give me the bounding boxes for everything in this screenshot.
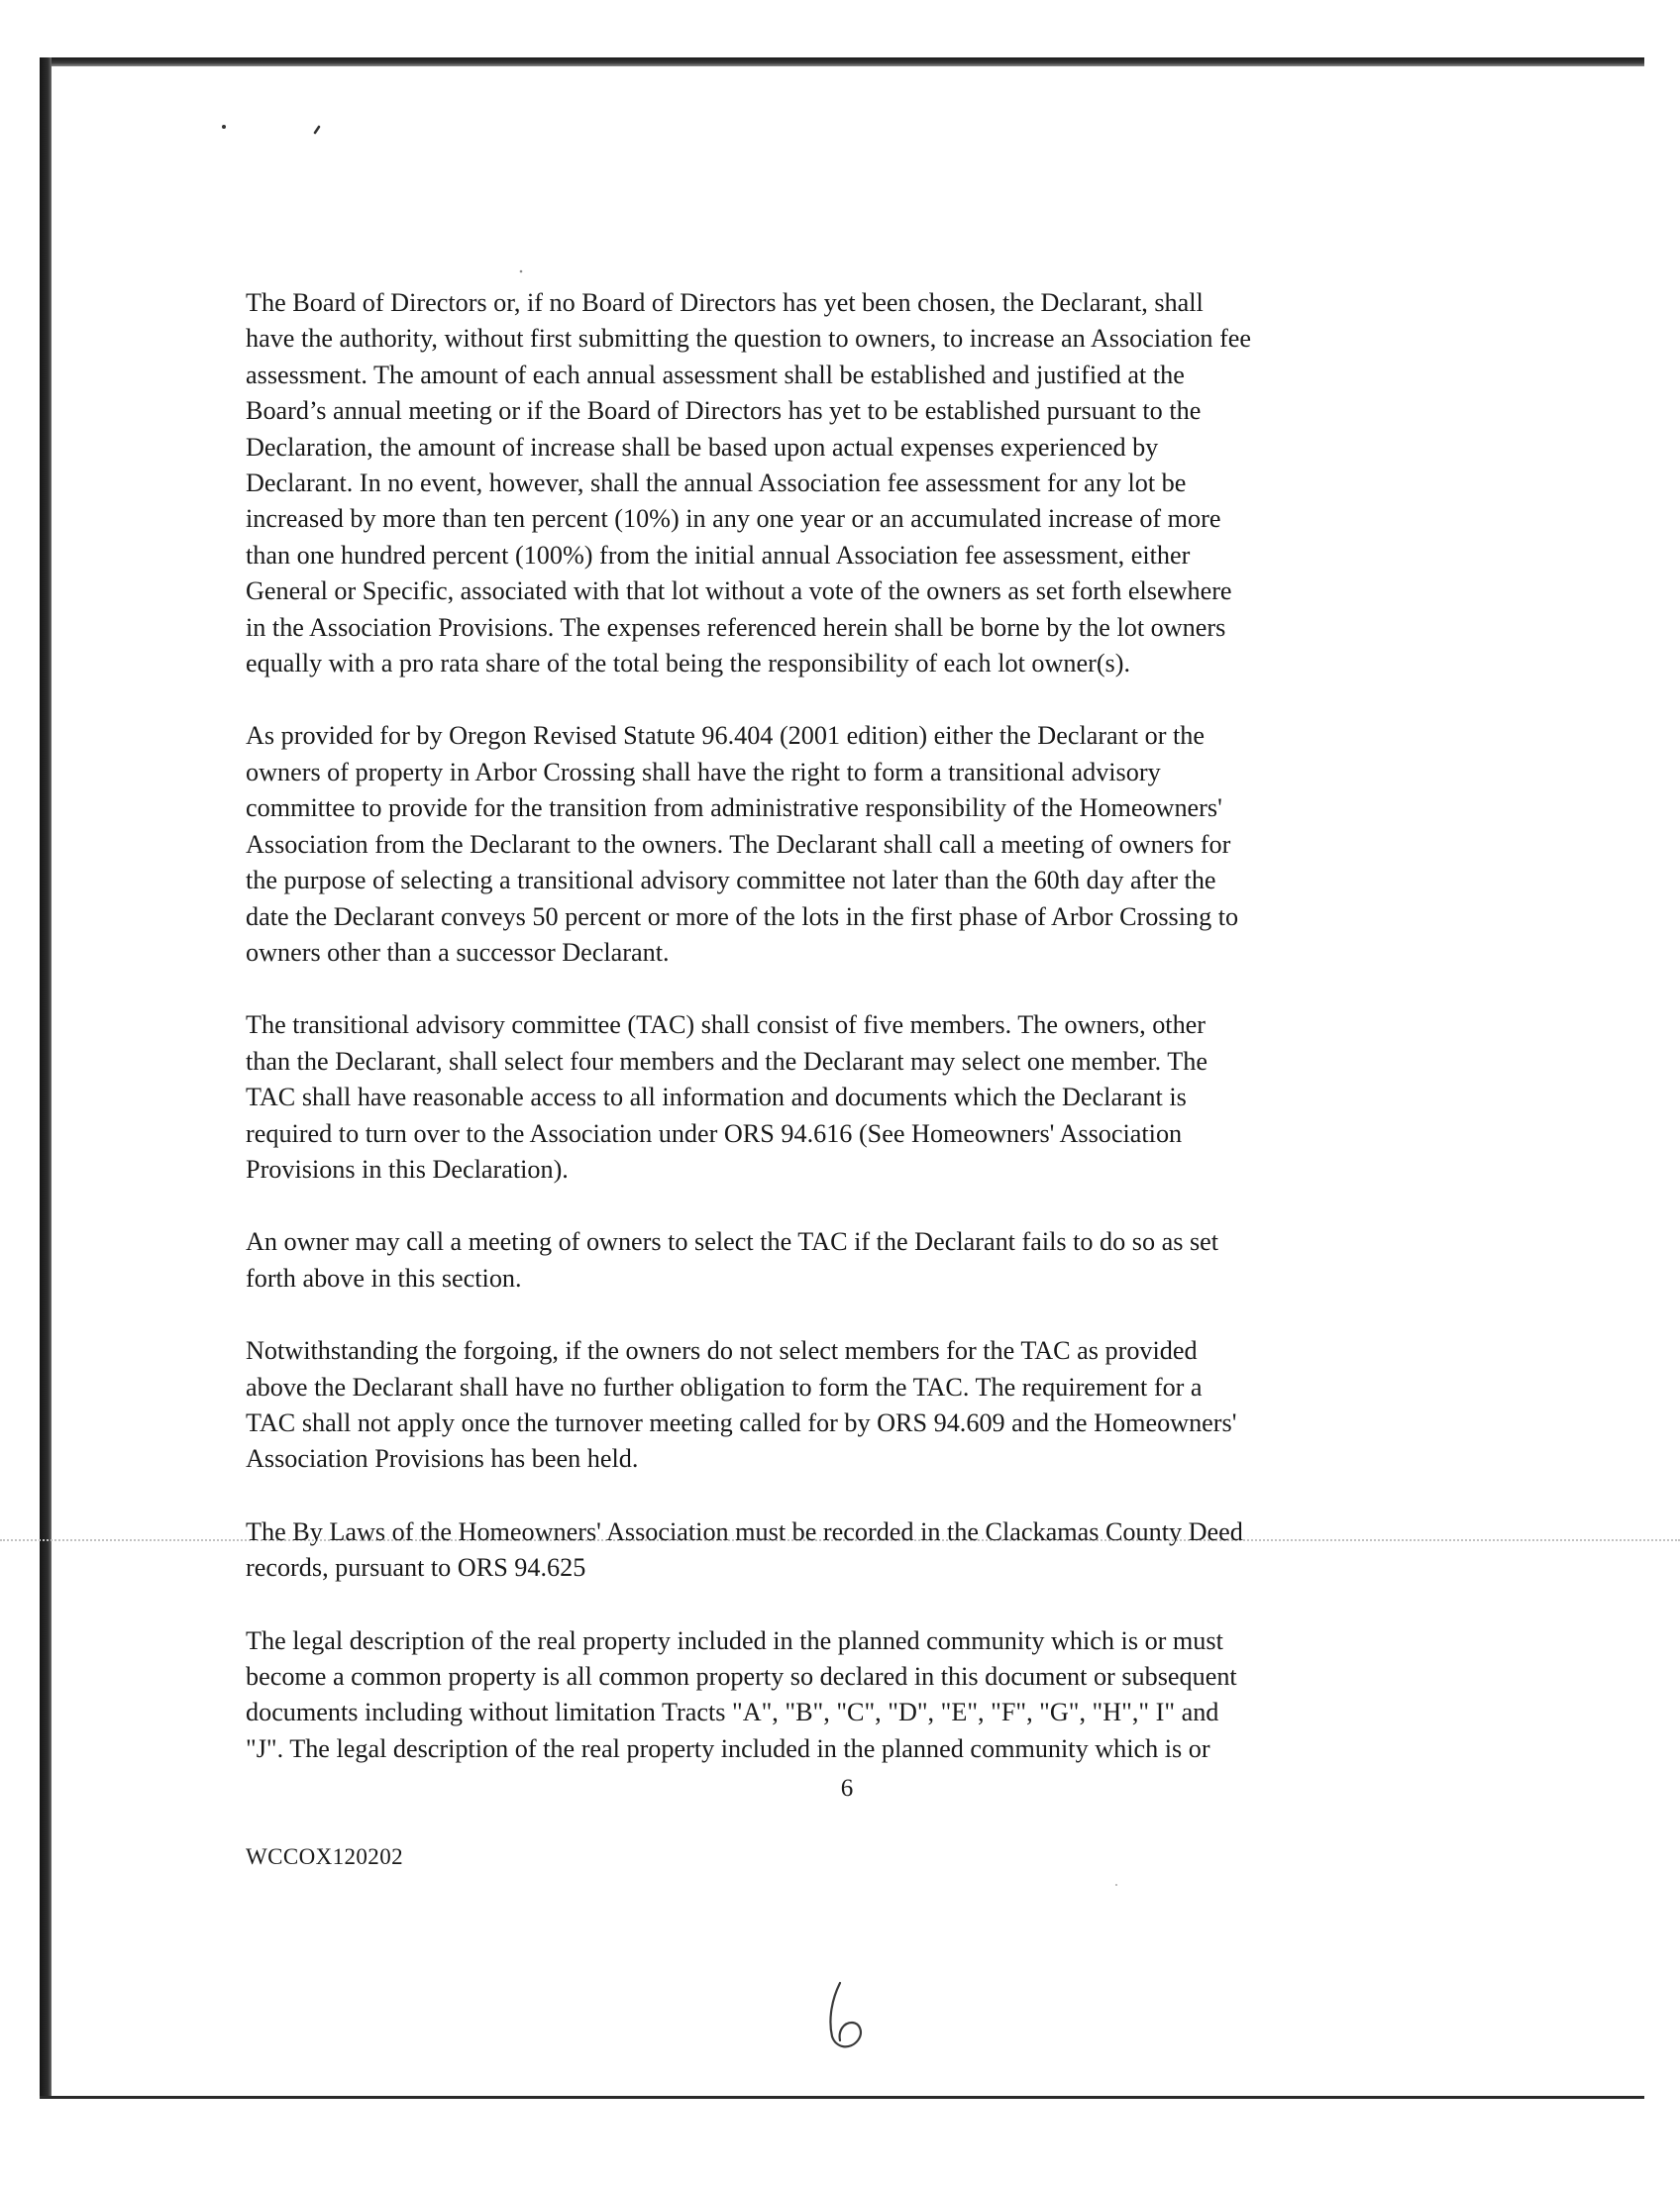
paragraph-assessment-authority: The Board of Directors or, if no Board of Directors has yet been chosen, the Declarant, shall have the authority, without first submitting the question to owners, to increase an Association fee assessment. The amount of each annual assessment shall be established and justified at the Board’s annual meeting or if the Board of Directors has yet to be established pursuant to the Declaration, the amount of increase shall be based upon actual expenses experienced by Declarant. In no event, however, shall the annual Association fee assessment for any lot be increased by more than ten percent (10%) in any one year or an accumulated increase of more than one hundred percent (100%) from the initial annual Association fee assessment, either General or Specific, associated with that lot without a vote of the owners as set forth elsewhere in the Association Provisions. The expenses referenced herein shall be borne by the lot owners equally with a pro rata share of the total being the responsibility of each lot owner(s). (246, 288, 1252, 678)
paragraph-owner-meeting: An owner may call a meeting of owners to select the TAC if the Declarant fails to do so as set forth above in this section. (246, 1227, 1219, 1293)
handwritten-page-number (818, 1977, 878, 2056)
page-number: 6 (840, 1775, 854, 1802)
paragraph-tac-composition: The transitional advisory committee (TAC) shall consist of five members. The owners, other than the Declarant, shall select four members and the Declarant may select one member. The TAC shall have reasonable access to all information and documents which the Declarant is required to turn over to the Association under ORS 94.616 (See Homeowners' Association Provisions in this Declaration). (246, 1010, 1208, 1184)
footer-code: WCCOX120202 (246, 1844, 404, 1869)
document-body (246, 285, 1474, 1804)
paragraph-notwithstanding: Notwithstanding the forgoing, if the owners do not select members for the TAC as provided above the Declarant shall have no further obligation to form the TAC. The requirement for a TAC shall not apply once the turnover meeting called for by ORS 94.609 and the Homeowners' Association Provisions has been held. (246, 1336, 1237, 1474)
paragraph-bylaws-recording: The By Laws of the Homeowners' Association must be recorded in the Clackamas County Deed records, pursuant to ORS 94.625 (246, 1516, 1243, 1583)
paragraph-legal-description: The legal description of the real property included in the planned community which is or must become a common property is all common property so declared in this document or subsequent documents including without limitation Tracts "A", "B", "C", "D", "E", "F", "G", "H"," I" and "J". The legal description of the real property included in the planned community which is or (246, 1625, 1237, 1763)
paragraph-transitional-committee: As provided for by Oregon Revised Statute 96.404 (2001 edition) either the Declarant or the owners of property in Arbor Crossing shall have the right to form a transitional advisory committee to provide for the transition from administrative responsibility of the Homeowners' Association from the Declarant to the owners. The Declarant shall call a meeting of owners for the purpose of selecting a transitional advisory committee not later than the 60th day after the date the Declarant conveys 50 percent or more of the lots in the first phase of Arbor Crossing to owners other than a successor Declarant. (246, 721, 1239, 967)
